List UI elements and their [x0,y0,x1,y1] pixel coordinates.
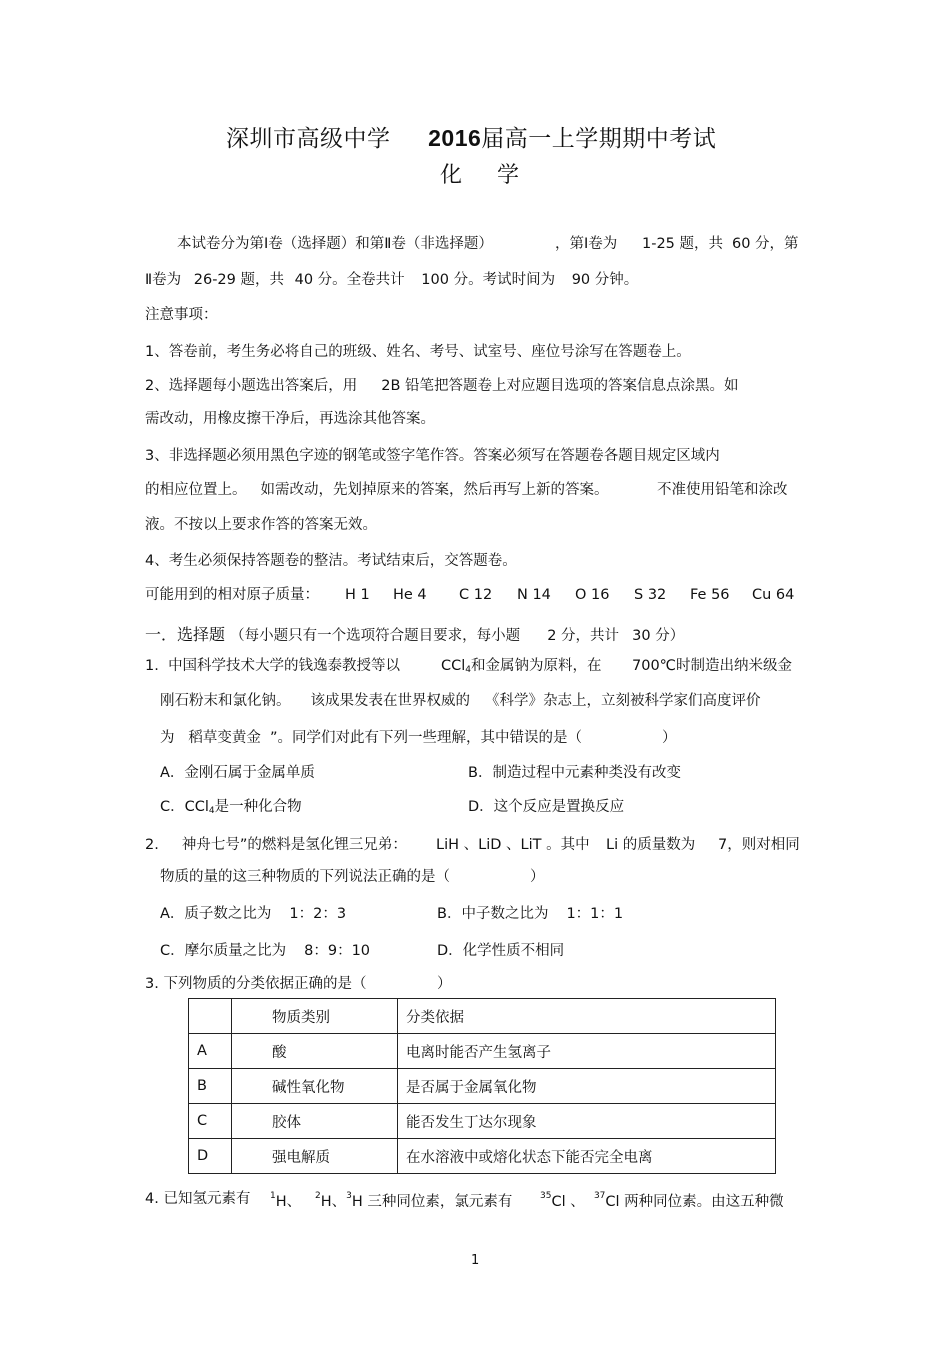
table-cell: 在水溶液中或熔化状态下能否完全电离 [398,1139,776,1174]
note-3: 3、非选择题必须用黑色字迹的钢笔或签字笔作答。答案必须写在答题卷各题目规定区域内 [145,448,720,464]
q2-line-1b: LiH 、LiD 、LiT 。其中 [436,837,590,853]
title-rest: 届高一上学期期中考试 [481,126,717,152]
note-2-cont: 需改动，用橡皮擦干净后，再选涂其他答案。 [145,411,435,427]
table-cell: 酸 [232,1034,398,1069]
q1-line-2: 刚石粉末和氯化钠。 该成果发表在世界权威的 [160,693,470,709]
atomic-mass-label: 可能用到的相对原子质量： [145,587,319,603]
note-4: 4、考生必须保持答题卷的整洁。考试结束后，交答题卷。 [145,553,517,569]
q4-line-1: 4. 已知氢元素有 [145,1191,251,1207]
q3-stem-close: ） [437,976,452,992]
page-number: 1 [471,1253,480,1268]
q1-line-3: 为 稻草变黄金 ”。同学们对此有下列一些理解，其中错误的是（ [160,730,583,746]
intro-line-1b: ，第Ⅰ卷为 [555,236,618,252]
table-header-row [189,999,776,1034]
q2-option-d: D．化学性质不相同 [437,943,565,959]
intro-line-1c: 1-25 题，共 [642,236,724,252]
atomic-mass-o: O 16 [575,587,610,603]
q1-option-d: D．这个反应是置换反应 [468,799,625,815]
q2-option-b: B．中子数之比为 1：1：1 [437,906,624,922]
table-cell: B [189,1069,232,1104]
table-row [189,1104,776,1139]
table-cell: 胶体 [232,1104,398,1139]
title-year: 2016 [428,125,482,151]
q1-option-b: B．制造过程中元素种类没有改变 [468,765,681,781]
atomic-mass-he: He 4 [393,587,427,603]
table-row [189,1034,776,1069]
section-1-title: 一．选择题 [145,625,226,644]
q1-option-c: C．CCl$_4$是一种化合物 [160,799,302,816]
subject-title: 化 学 [440,163,533,188]
q1-line-1c: 700℃时制造出纳米级金 [632,658,792,674]
q2-option-a: A．质子数之比为 1：2：3 [160,906,347,922]
note-2: 2、选择题每小题选出答案后，用 2B 铅笔把答题卷上对应题目选项的答案信息点涂黑。如 [145,378,739,394]
atomic-mass-fe: Fe 56 [690,587,730,603]
title-school: 深圳市高级中学 [226,126,391,152]
notes-heading: 注意事项： [145,307,218,323]
table-cell: 电离时能否产生氢离子 [398,1034,776,1069]
q3-stem: 3. 下列物质的分类依据正确的是（ [145,976,367,992]
note-1: 1、答卷前，考生务必将自己的班级、姓名、考号、试室号、座位号涂写在答题卷上。 [145,344,691,360]
note-3-end: 液。不按以上要求作答的答案无效。 [145,517,377,533]
atomic-mass-cu: Cu 64 [752,587,795,603]
intro-line-2: Ⅱ卷为 26-29 题，共 40 分。全卷共计 100 分。考试时间为 90 分钟。 [145,272,639,288]
atomic-mass-c: C 12 [459,587,493,603]
table-header-cell [189,999,232,1034]
q1-line-2b: 《科学》杂志上，立刻被科学家们高度评价 [485,693,761,709]
table-cell: 能否发生丁达尔现象 [398,1104,776,1139]
q2-line-2-close: ） [530,869,545,885]
atomic-mass-s: S 32 [634,587,667,603]
q4-isotopes-h: $^1$H、 $^2$H、$^3$H 三种同位素，氯元素有 [270,1191,513,1210]
exam-title [226,120,716,153]
section-1-header: 一．选择题 （每小题只有一个选项符合题目要求，每小题 2 分，共计 30 分） [145,625,685,644]
table-cell: D [189,1139,232,1174]
table-cell: A [189,1034,232,1069]
q2-line-1c: Li 的质量数为 [606,837,696,853]
q2-option-c: C．摩尔质量之比为 8：9：10 [160,943,371,959]
intro-line-1d: 60 分，第 [732,236,799,252]
note-3-cont: 的相应位置上。 如需改动，先划掉原来的答案，然后再写上新的答案。 [145,482,609,498]
table-cell: 是否属于金属氧化物 [398,1069,776,1104]
q1-option-a: A．金刚石属于金属单质 [160,765,315,781]
q2-line-1d: 7，则对相同 [718,837,800,853]
q4-isotopes-cl: $^{35}$Cl 、 $^{37}$Cl 两种同位素。由这五种微 [540,1191,784,1210]
q2-line-1: 2. 神舟七号”的燃料是氢化锂三兄弟： [145,837,407,853]
atomic-mass-h: H 1 [345,587,370,603]
table-row [189,1139,776,1174]
q2-line-2: 物质的量的这三种物质的下列说法正确的是（ [160,869,450,885]
table-cell: C [189,1104,232,1139]
table-header-cell: 物质类别 [232,999,398,1034]
q1-line-1: 1. 中国科学技术大学的钱逸泰教授等以 [145,658,401,674]
atomic-mass-n: N 14 [517,587,551,603]
q1-line-3-close: ） [662,730,677,746]
table-row [189,1069,776,1104]
intro-line-1: 本试卷分为第Ⅰ卷（选择题）和第Ⅱ卷（非选择题） [177,236,493,252]
q1-line-1b: CCl$_4$和金属钠为原料，在 [441,658,602,675]
table-header-cell: 分类依据 [398,999,776,1034]
note-3-cont-b: 不准使用铅笔和涂改 [657,482,788,498]
table-cell: 碱性氧化物 [232,1069,398,1104]
q3-classification-table [188,998,776,1174]
table-cell: 强电解质 [232,1139,398,1174]
